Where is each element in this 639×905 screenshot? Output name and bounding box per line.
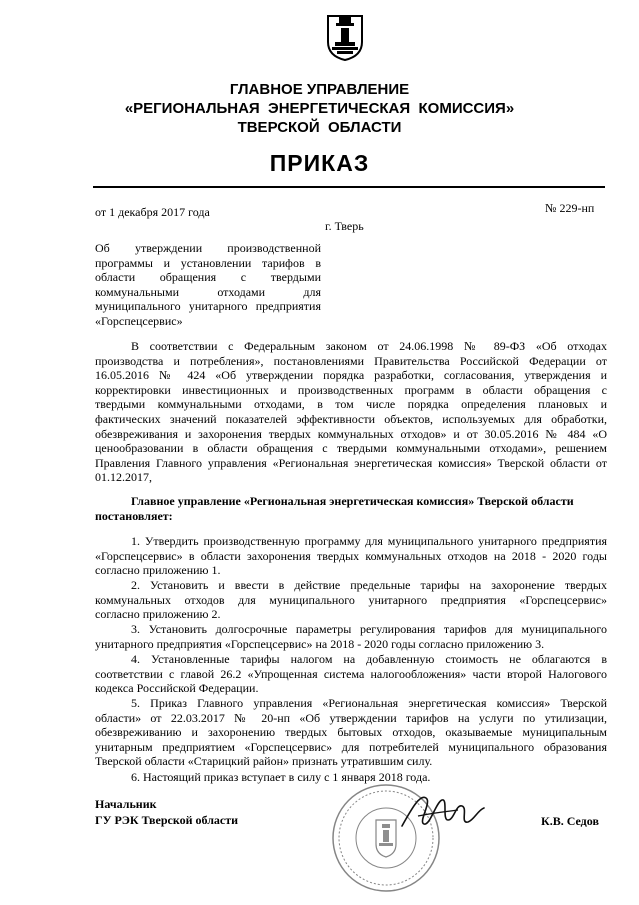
preamble-line: 01.12.2017, (95, 470, 152, 485)
preamble-line: корректировки инвестиционных и производственных программ в области обращения с (95, 382, 607, 397)
list-item-line: унитарным предприятием «Горспецсервис» для потребителей муниципального образования (95, 739, 607, 754)
coat-of-arms-emblem (326, 14, 364, 62)
org-name-line-1: ГЛАВНОЕ УПРАВЛЕНИЕ (229, 81, 410, 98)
list-item-number: 5. (131, 696, 140, 710)
subject-line: «Горспецсервис» (95, 313, 183, 328)
signatory-position-line-1: Начальник (95, 797, 157, 811)
document-city: г. Тверь (325, 219, 364, 233)
list-item-line: 5. Приказ Главного управления «Региональная энергетическая комиссия» Тверской (131, 696, 607, 710)
document-date: от 1 декабря 2017 года (95, 205, 210, 219)
handwritten-signature (398, 788, 488, 836)
preamble-line: ценообразовании в области обращения с твердыми коммунальными отходами», решением (95, 441, 607, 456)
list-item-line: 6. Настоящий приказ вступает в силу с 1 января 2018 года. (131, 770, 431, 784)
list-item-4 (95, 652, 607, 696)
preamble-line: фактических значений показателей эффективности объектов, используемых для обработки, (95, 411, 607, 426)
org-name-line-3: ТВЕРСКОЙ ОБЛАСТИ (237, 119, 402, 136)
document-number: № 229-нп (545, 201, 595, 215)
preamble-line: В соответствии с Федеральным законом от 24.06.1998 № 89-ФЗ «Об отходах (131, 339, 607, 353)
list-item-line: кодекса Российской Федерации. (95, 681, 259, 696)
org-name-line-2: «РЕГИОНАЛЬНАЯ ЭНЕРГЕТИЧЕСКАЯ КОМИССИЯ» (124, 100, 515, 117)
list-item-line: коммунальных отходов для муниципального унитарного предприятия «Горспецсервис» (95, 592, 607, 607)
list-item-line: унитарного предприятия «Горспецсервис» на 2018 - 2020 годы согласно приложению 3. (95, 636, 545, 651)
decree-heading (95, 494, 607, 523)
preamble-line: твердыми коммунальными отходами, в том числе порядка определения плановых и (95, 397, 607, 412)
decree-line: Главное управление «Региональная энергетическая комиссия» Тверской области (131, 494, 574, 508)
list-item-number: 3. (131, 622, 140, 636)
preamble-line: 16.05.2016 № 424 «Об утверждении порядка разработки, согласования, утверждения и (95, 368, 607, 383)
list-item-number: 1. (131, 534, 140, 548)
decree-line: постановляет: (95, 508, 173, 523)
list-item-line: соответствии с главой 26.2 «Упрощенная система налогообложения» части второй Налогового (95, 666, 607, 681)
subject-line: коммунальными отходами для (95, 284, 321, 299)
list-item-line: 2. Установить и ввести в действие предельные тарифы на захоронение твердых (131, 578, 607, 592)
subject-line: Об утверждении производственной (95, 241, 321, 255)
list-item-5 (95, 696, 607, 769)
signatory-position-line-2: ГУ РЭК Тверской области (95, 813, 239, 827)
list-item-line: области» от 22.03.2017 № 20-нп «Об утверждении тарифов на услуги по утилизации, (95, 710, 607, 725)
signatory-name: К.В. Седов (541, 814, 599, 828)
list-item-line: 1. Утвердить производственную программу для муниципального унитарного предприятия (131, 534, 608, 548)
preamble-line: производства и потребления», постановлениями Правительства Российской Федерации от (95, 353, 607, 368)
preamble-line: Правления Главного управления «Региональная энергетическая комиссия» Тверской области от (95, 455, 607, 470)
list-item-line: 4. Установленные тарифы налогом на добавленную стоимость не облагаются в (131, 652, 607, 666)
subject-line: области обращения с твердыми (95, 270, 321, 285)
preamble-line: обезвреживания и захоронения твердых коммунальных отходов» и от 30.05.2016 № 484 «О (95, 426, 607, 441)
list-item-line: 3. Установить долгосрочные параметры регулирования тарифов для муниципального (131, 622, 608, 636)
list-item-number: 6. (131, 770, 140, 784)
list-item-number: 4. (131, 652, 140, 666)
document-title: ПРИКАЗ (269, 150, 370, 176)
list-item-line: согласно приложению 1. (95, 563, 221, 578)
header-divider (93, 186, 605, 188)
list-item-1 (95, 534, 607, 578)
list-item-line: обезвреживанию и захоронению твердых бытовых отходов, оказываемые муниципальным (95, 725, 607, 740)
document-subject (95, 241, 321, 329)
list-item-line: Тверской области «Старицкий район» признать утратившим силу. (95, 754, 433, 769)
list-item-line: «Горспецсервис» в области захоронения твердых коммунальных отходов на 2018 - 2020 годы (95, 548, 607, 563)
list-item-2 (95, 578, 607, 622)
subject-line: программы и установлении тарифов в (95, 255, 321, 270)
list-item-3 (95, 622, 607, 651)
list-item-number: 2. (131, 578, 140, 592)
preamble-paragraph (95, 339, 607, 485)
subject-line: муниципального унитарного предприятия (95, 299, 321, 314)
list-item-line: согласно приложению 2. (95, 607, 221, 622)
